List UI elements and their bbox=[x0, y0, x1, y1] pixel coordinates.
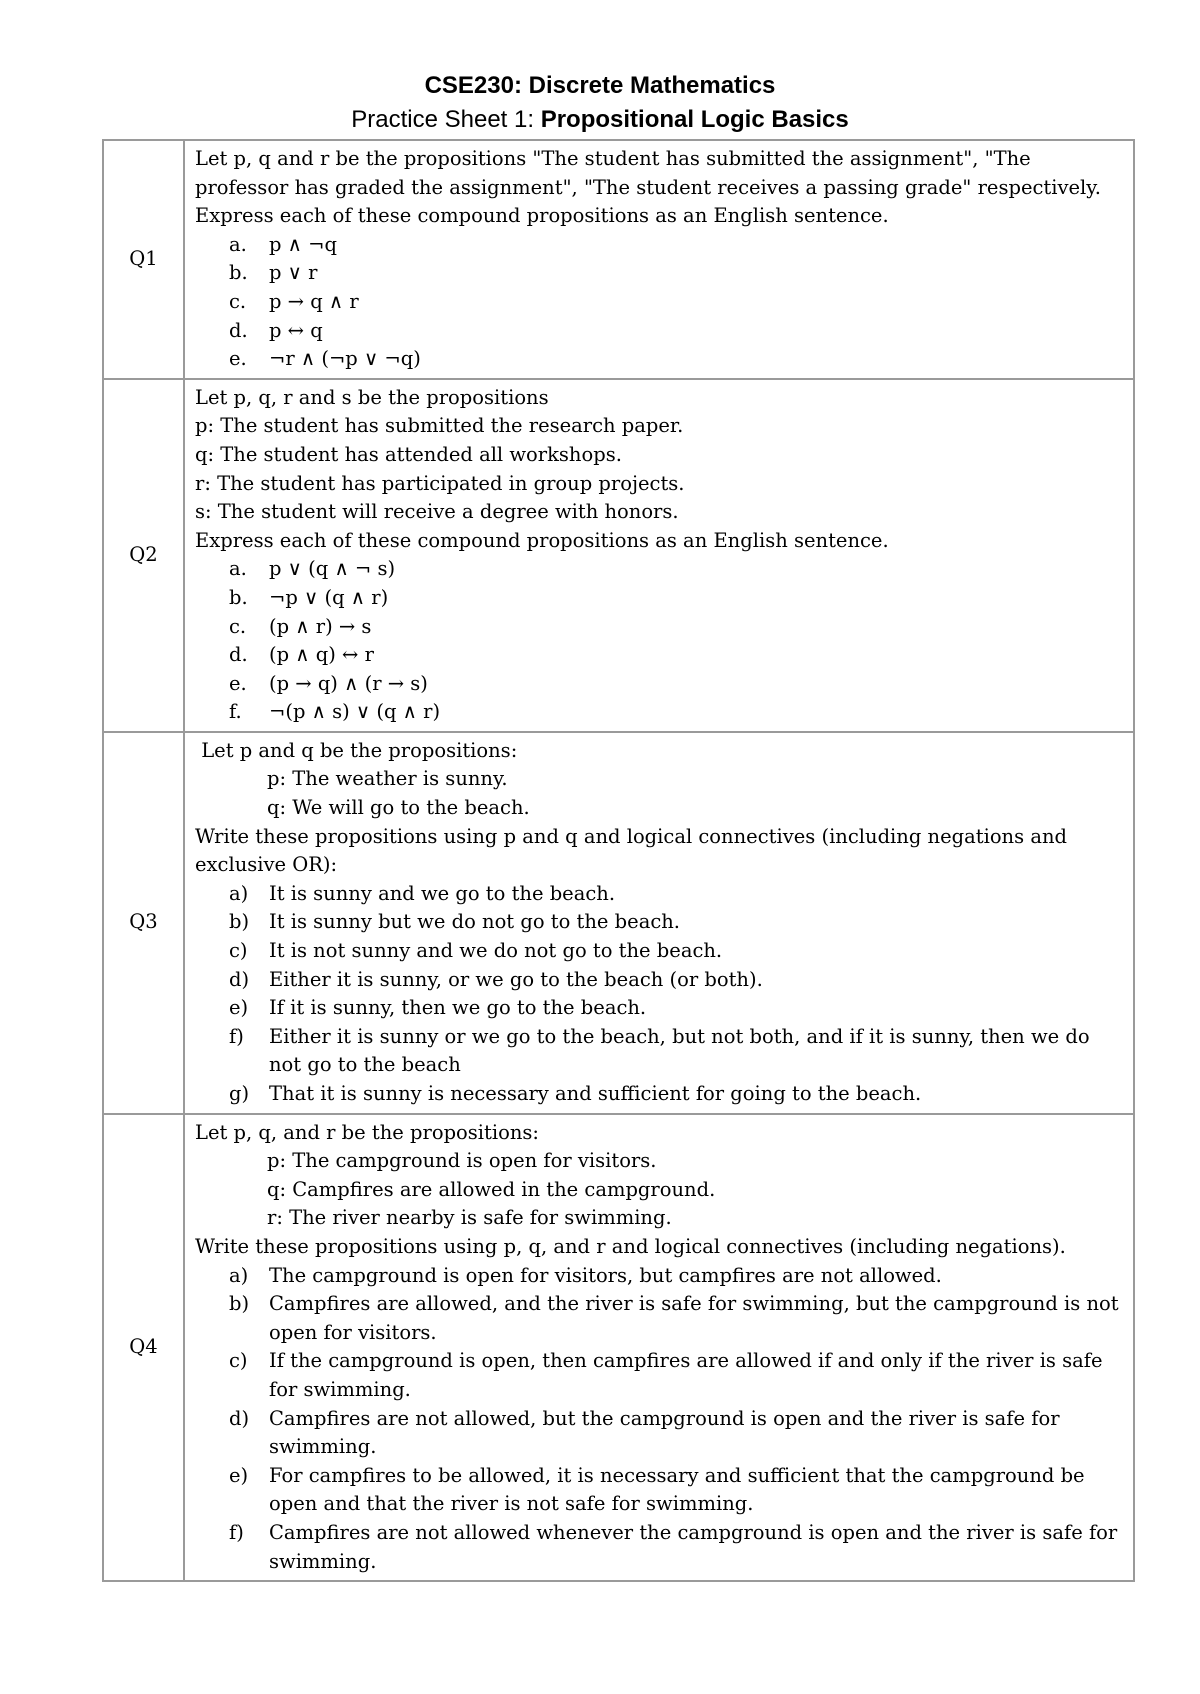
item-marker: d) bbox=[229, 1406, 250, 1430]
list-item bbox=[195, 1347, 1125, 1404]
question-instruction: Write these propositions using p, q, and r and logical connectives (including negations). bbox=[195, 1234, 1066, 1258]
question-intro: Let p, q and r be the propositions "The student has submitted the assignment", "The professor has graded the assignment", "The student receives a passing grade" respectively. bbox=[195, 147, 1101, 199]
question-row-q3 bbox=[103, 732, 1134, 1114]
list-item bbox=[195, 259, 1125, 288]
question-row-q1 bbox=[103, 140, 1134, 379]
item-text: If the campground is open, then campfires are allowed if and only if the river is safe for swimming. bbox=[269, 1349, 1103, 1401]
proposition-definition: q: The student has attended all workshops. bbox=[195, 442, 622, 466]
list-item bbox=[195, 1023, 1125, 1080]
question-instruction: Write these propositions using p and q and logical connectives (including negations and exclusive OR): bbox=[195, 824, 1067, 877]
item-text: p ↔ q bbox=[269, 318, 323, 342]
question-instruction: Express each of these compound propositions as an English sentence. bbox=[195, 204, 889, 228]
item-marker: e. bbox=[229, 347, 247, 371]
sheet-topic: Propositional Logic Basics bbox=[540, 106, 849, 133]
item-marker: d. bbox=[229, 643, 248, 667]
proposition-definition: p: The campground is open for visitors. bbox=[267, 1149, 657, 1173]
item-text: ¬r ∧ (¬p ∨ ¬q) bbox=[269, 347, 421, 371]
item-text: (p ∧ r) → s bbox=[269, 614, 372, 638]
sheet-subtitle bbox=[0, 106, 1200, 134]
list-item bbox=[195, 698, 1125, 727]
item-text: (p ∧ q) ↔ r bbox=[269, 643, 374, 667]
item-text: p ∨ (q ∧ ¬ s) bbox=[269, 557, 396, 581]
item-text: Campfires are allowed, and the river is safe for swimming, but the campground is not open for visitors. bbox=[269, 1292, 1119, 1344]
item-marker: c) bbox=[229, 1349, 248, 1373]
questions-table bbox=[102, 139, 1135, 1582]
question-intro: Let p and q be the propositions: bbox=[195, 738, 518, 762]
item-text: Either it is sunny, or we go to the beach (or both). bbox=[269, 967, 763, 991]
course-title: CSE230: Discrete Mathematics bbox=[424, 72, 776, 99]
question-label: Q2 bbox=[103, 379, 184, 732]
question-row-q4 bbox=[103, 1114, 1134, 1582]
item-text: It is sunny but we do not go to the beach. bbox=[269, 910, 680, 934]
item-marker: b) bbox=[229, 910, 250, 934]
item-text: Campfires are not allowed, but the campground is open and the river is safe for swimming. bbox=[269, 1406, 1060, 1459]
list-item bbox=[195, 994, 1125, 1023]
list-item bbox=[195, 966, 1125, 995]
item-marker: a) bbox=[229, 881, 249, 905]
list-item bbox=[195, 880, 1125, 909]
list-item bbox=[195, 1290, 1125, 1347]
item-text: The campground is open for visitors, but campfires are not allowed. bbox=[269, 1263, 942, 1287]
item-marker: a) bbox=[229, 1263, 249, 1287]
question-intro: Let p, q, r and s be the propositions bbox=[195, 385, 549, 409]
proposition-definition: p: The student has submitted the research paper. bbox=[195, 414, 684, 438]
list-item bbox=[195, 1462, 1125, 1519]
question-body bbox=[184, 140, 1134, 379]
proposition-definition: p: The weather is sunny. bbox=[267, 767, 508, 791]
item-text: For campfires to be allowed, it is necessary and sufficient that the campground be open and that the river is not safe for swimming. bbox=[269, 1463, 1085, 1516]
proposition-definition: r: The student has participated in group projects. bbox=[195, 471, 685, 495]
question-body bbox=[184, 379, 1134, 732]
list-item bbox=[195, 1405, 1125, 1462]
item-text: It is not sunny and we do not go to the beach. bbox=[269, 939, 723, 963]
item-text: (p → q) ∧ (r → s) bbox=[269, 671, 428, 695]
list-item bbox=[195, 613, 1125, 642]
sheet-prefix: Practice Sheet 1: bbox=[351, 106, 541, 133]
item-marker: a. bbox=[229, 557, 247, 581]
item-marker: f) bbox=[229, 1520, 244, 1544]
item-text: p ∨ r bbox=[269, 261, 318, 285]
item-marker: b. bbox=[229, 585, 248, 609]
item-marker: d. bbox=[229, 318, 248, 342]
item-marker: c. bbox=[229, 614, 247, 638]
proposition-definition: q: We will go to the beach. bbox=[267, 796, 530, 820]
question-label: Q3 bbox=[103, 732, 184, 1114]
list-item bbox=[195, 231, 1125, 260]
item-text: ¬(p ∧ s) ∨ (q ∧ r) bbox=[269, 700, 441, 724]
item-marker: b) bbox=[229, 1292, 250, 1316]
item-marker: g) bbox=[229, 1082, 250, 1105]
list-item bbox=[195, 345, 1125, 374]
question-label: Q1 bbox=[103, 140, 184, 379]
item-marker: e) bbox=[229, 1463, 249, 1487]
item-marker: f. bbox=[229, 700, 242, 724]
list-item bbox=[195, 584, 1125, 613]
item-marker: d) bbox=[229, 967, 250, 991]
list-item bbox=[195, 1262, 1125, 1291]
item-text: Either it is sunny or we go to the beach, but not both, and if it is sunny, then we do not go to the beach bbox=[269, 1024, 1090, 1077]
item-text: ¬p ∨ (q ∧ r) bbox=[269, 585, 389, 609]
proposition-definition: q: Campfires are allowed in the campground. bbox=[267, 1177, 716, 1201]
proposition-definition: r: The river nearby is safe for swimming. bbox=[267, 1206, 672, 1230]
item-text: That it is sunny is necessary and sufficient for going to the beach. bbox=[269, 1082, 922, 1105]
item-marker: c) bbox=[229, 939, 248, 963]
item-text: It is sunny and we go to the beach. bbox=[269, 881, 616, 905]
list-item bbox=[195, 555, 1125, 584]
question-body bbox=[184, 1114, 1134, 1582]
item-marker: e) bbox=[229, 996, 249, 1020]
question-instruction: Express each of these compound propositions as an English sentence. bbox=[195, 528, 889, 552]
item-text: p ∧ ¬q bbox=[269, 232, 337, 256]
list-item bbox=[195, 670, 1125, 699]
item-text: Campfires are not allowed whenever the campground is open and the river is safe for swimming. bbox=[269, 1520, 1118, 1573]
question-intro: Let p, q, and r be the propositions: bbox=[195, 1120, 539, 1144]
question-label: Q4 bbox=[103, 1114, 184, 1582]
proposition-definition: s: The student will receive a degree with honors. bbox=[195, 500, 679, 524]
list-item bbox=[195, 641, 1125, 670]
item-marker: a. bbox=[229, 232, 247, 256]
list-item bbox=[195, 317, 1125, 346]
list-item bbox=[195, 937, 1125, 966]
question-body bbox=[184, 732, 1134, 1114]
list-item bbox=[195, 1080, 1125, 1109]
list-item bbox=[195, 288, 1125, 317]
item-marker: b. bbox=[229, 261, 248, 285]
question-row-q2 bbox=[103, 379, 1134, 732]
item-marker: c. bbox=[229, 289, 247, 313]
item-marker: f) bbox=[229, 1024, 244, 1048]
item-text: p → q ∧ r bbox=[269, 289, 359, 313]
item-marker: e. bbox=[229, 671, 247, 695]
item-text: If it is sunny, then we go to the beach. bbox=[269, 996, 647, 1020]
list-item bbox=[195, 1519, 1125, 1576]
list-item bbox=[195, 908, 1125, 937]
